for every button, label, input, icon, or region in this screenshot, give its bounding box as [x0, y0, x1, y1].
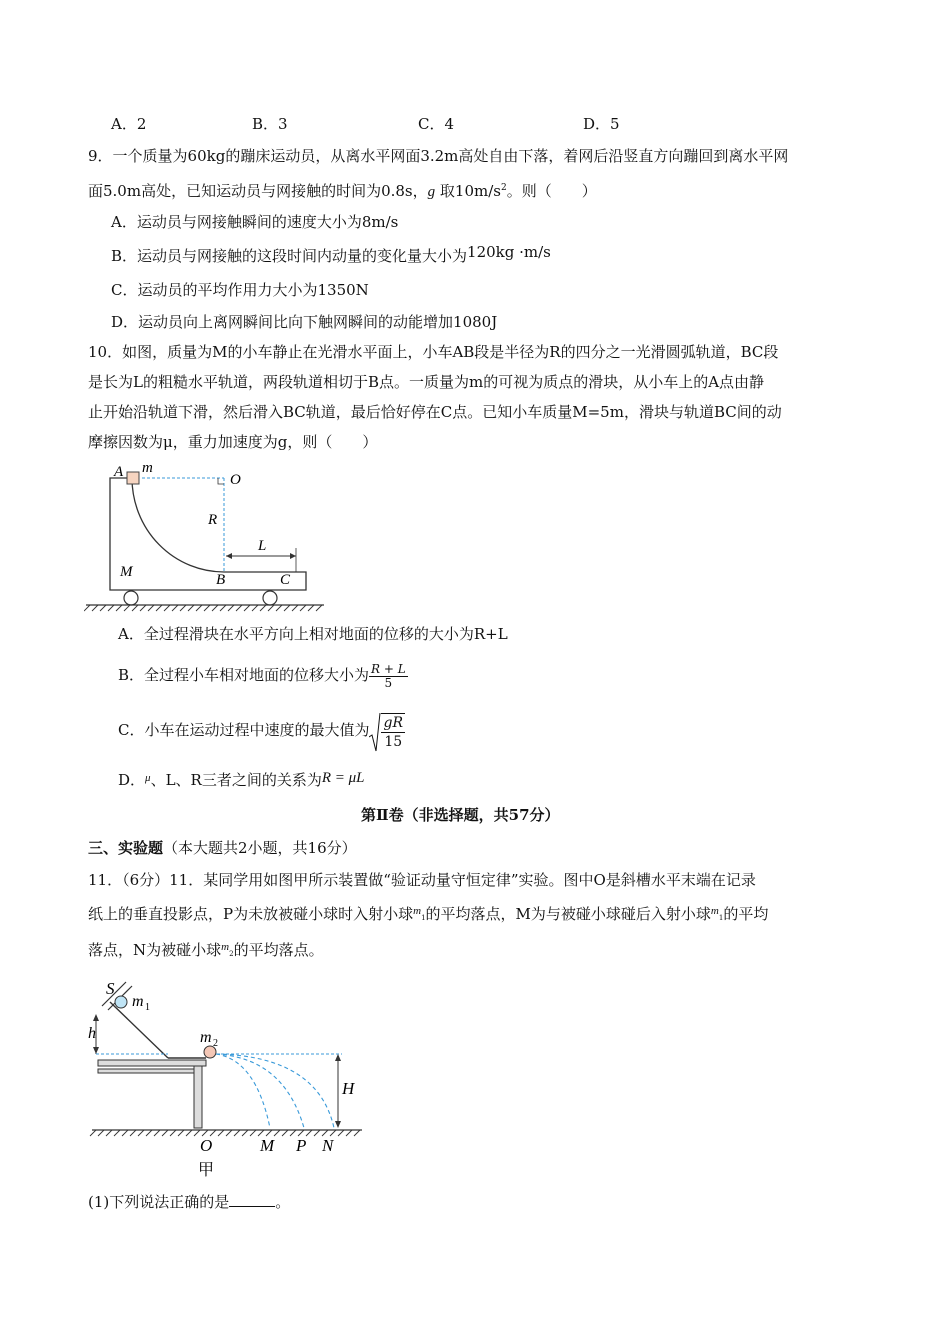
label-N: N [322, 1136, 334, 1155]
q11-stem-line1: 11．（6分）11．某同学用如图甲所示装置做“验证动量守恒定律”实验。图中O是斜槽水平末端在记录 [88, 871, 756, 889]
q8-option-c: C．4 [418, 115, 455, 133]
q10-stem-line3: 止开始沿轨道下滑，然后滑入BC轨道，最后恰好停在C点。已知小车质量M=5m，滑块与轨道BC间的动 [88, 403, 782, 421]
label-m1: m [132, 993, 144, 1010]
label-m: m [142, 460, 153, 476]
wheel-left [124, 591, 138, 605]
label-M: M [260, 1136, 275, 1155]
q10-option-d: D．$^\mu$、L、R三者之间的关系为R = μL [118, 770, 365, 789]
label-L: L [258, 538, 267, 554]
label-O: O [200, 1136, 213, 1155]
q9-stem-line1: 9．一个质量为60kg的蹦床运动员，从离水平网面3.2m高处自由下落，着网后沿竖直方向蹦回到离水平网 [88, 147, 789, 165]
label-m2: m [200, 1029, 212, 1046]
answer-blank[interactable] [229, 1192, 275, 1207]
label-R: R [208, 512, 218, 528]
label-O: O [230, 472, 241, 488]
q11-sub-question-1: (1)下列说法正确的是 。 [88, 1193, 291, 1211]
sqrt-expression: $\frac{gR}{15}$ [369, 709, 405, 753]
q9-option-d: D．运动员向上离网瞬间比向下触网瞬间的动能增加1080J [111, 313, 498, 331]
table-leg [194, 1066, 202, 1128]
q10-stem-line2: 是长为L的粗糙水平轨道，两段轨道相切于B点。一质量为m的可视为质点的滑块，从小车上的A点由静 [88, 373, 765, 391]
q9-stem-line2: 面5.0m高处，已知运动员与网接触的时间为0.8s，g 取$10m/s^2$。则（ ） [88, 182, 597, 200]
q10-stem-line1: 10．如图，质量为M的小车静止在光滑水平面上，小车AB段是半径为R的四分之一光滑圆弧轨道，BC段 [88, 343, 779, 361]
radical-sign [369, 711, 381, 753]
wheel-right [263, 591, 277, 605]
q10-option-c: C．小车在运动过程中速度的最大值为 $\frac{gR}{15}$ [118, 708, 405, 752]
table-shelf [98, 1069, 196, 1073]
label-jia: 甲 [198, 1162, 215, 1179]
q11-stem-line2: 纸上的垂直投影点，P为未放被碰小球时入射小球$^m_1$的平均落点，M为与被碰小球碰后入射小球$^m_1$的平均 [88, 905, 769, 923]
label-H: H [342, 1079, 355, 1098]
q8-option-b: B．3 [252, 115, 288, 133]
q9-option-b: B．运动员与网接触的这段时间内动量的变化量大小为120kg ·m/s [111, 243, 551, 265]
table-top [98, 1060, 206, 1066]
cart-diagram [84, 458, 334, 618]
collision-apparatus-diagram [86, 974, 376, 1184]
label-m2-sub: 2 [213, 1038, 218, 1049]
label-h: h [88, 1025, 96, 1042]
q11-stem-line3: 落点，N为被碰小球$^m_2$的平均落点。 [88, 941, 324, 959]
label-C: C [280, 572, 291, 588]
label-A: A [114, 464, 124, 480]
label-M: M [120, 564, 133, 580]
fraction: $\frac{R + L}{5}$ [371, 661, 406, 690]
label-m1-sub: 1 [145, 1002, 150, 1013]
q10-option-a: A．全过程滑块在水平方向上相对地面的位移的大小为R+L [118, 625, 508, 643]
section2-title: 第Ⅱ卷（非选择题，共57分） [361, 806, 560, 824]
q9-option-a: A．运动员与网接触瞬间的速度大小为8m/s [111, 213, 399, 231]
label-P: P [296, 1136, 307, 1155]
ball-m1 [115, 996, 127, 1008]
q8-option-d: D．5 [583, 115, 620, 133]
section3-heading: 三、实验题（本大题共2小题，共16分） [88, 839, 357, 857]
q10-option-b: B．全过程小车相对地面的位移大小为 $\frac{R + L}{5}$ [118, 661, 406, 690]
label-S: S [106, 979, 115, 998]
q9-option-c: C．运动员的平均作用力大小为1350N [111, 281, 369, 299]
label-B: B [216, 572, 226, 588]
slider-block [127, 472, 139, 484]
q8-option-a: A．2 [111, 115, 147, 133]
q10-stem-line4: 摩擦因数为μ，重力加速度为g，则（ ） [88, 433, 378, 451]
